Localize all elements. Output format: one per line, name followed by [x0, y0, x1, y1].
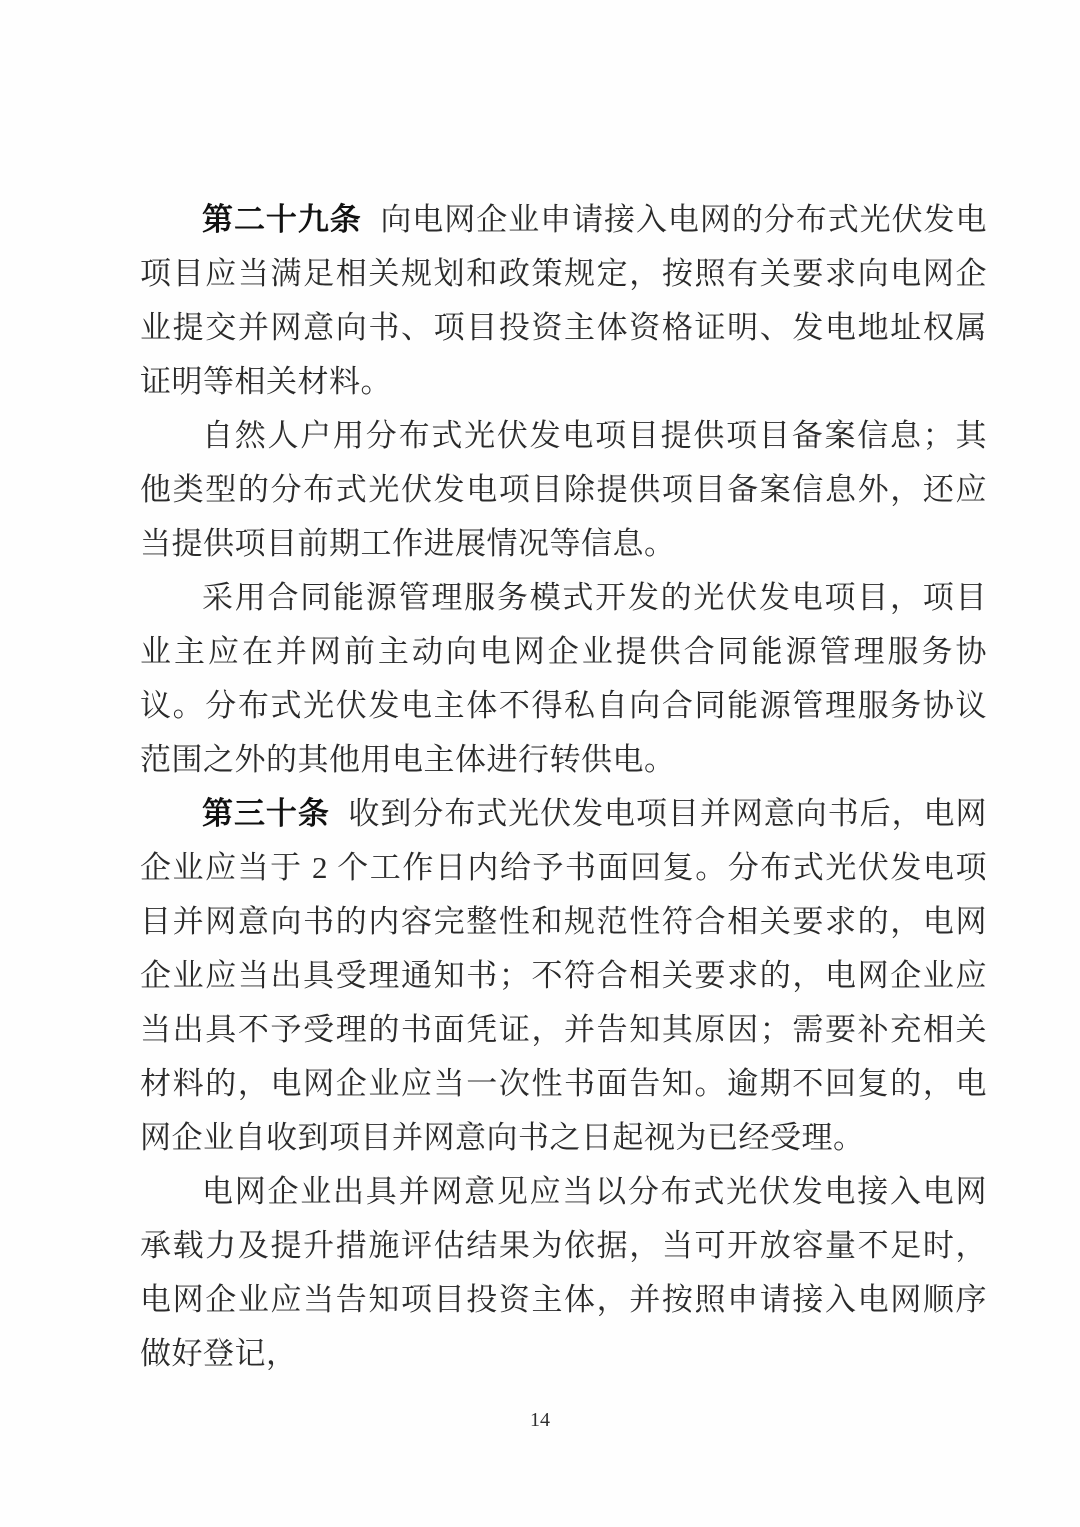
paragraph-article-30: [140, 787, 987, 1165]
paragraph-grid-opinion: [140, 1165, 987, 1381]
paragraph-text: 收到分布式光伏发电项目并网意向书后，电网企业应当于 2 个工作日内给予书面回复。分布式光伏发电项目并网意向书的内容完整性和规范性符合相关要求的，电网企业应当出具受理通知书；不符合相关要求的，电网企业应当出具不予受理的书面凭证，并告知其原因；需要补充相关材料的，电网企业应当一次性书面告知。逾期不回复的，电网企业自收到项目并网意向书之日起视为已经受理。: [140, 796, 988, 1155]
article-29-number: 第二十九条: [202, 202, 362, 237]
page-number: 14: [530, 1409, 550, 1431]
paragraph-text: 向电网企业申请接入电网的分布式光伏发电项目应当满足相关规划和政策规定，按照有关要求向电网企业提交并网意向书、项目投资主体资格证明、发电地址权属证明等相关材料。: [140, 202, 988, 399]
paragraph-text: 采用合同能源管理服务模式开发的光伏发电项目，项目业主应在并网前主动向电网企业提供合同能源管理服务协议。分布式光伏发电主体不得私自向合同能源管理服务协议范围之外的其他用电主体进行转供电。: [140, 580, 987, 777]
paragraph-filing-info: [140, 409, 987, 571]
paragraph-text: 电网企业出具并网意见应当以分布式光伏发电接入电网承载力及提升措施评估结果为依据，当可开放容量不足时，电网企业应当告知项目投资主体，并按照申请接入电网顺序做好登记，: [140, 1174, 987, 1371]
article-30-number: 第三十条: [202, 796, 330, 831]
paragraph-article-29: [140, 193, 987, 409]
paragraph-energy-management: [140, 571, 987, 787]
paragraph-text: 自然人户用分布式光伏发电项目提供项目备案信息；其他类型的分布式光伏发电项目除提供项目备案信息外，还应当提供项目前期工作进展情况等信息。: [140, 418, 987, 561]
document-body: [140, 193, 987, 1381]
